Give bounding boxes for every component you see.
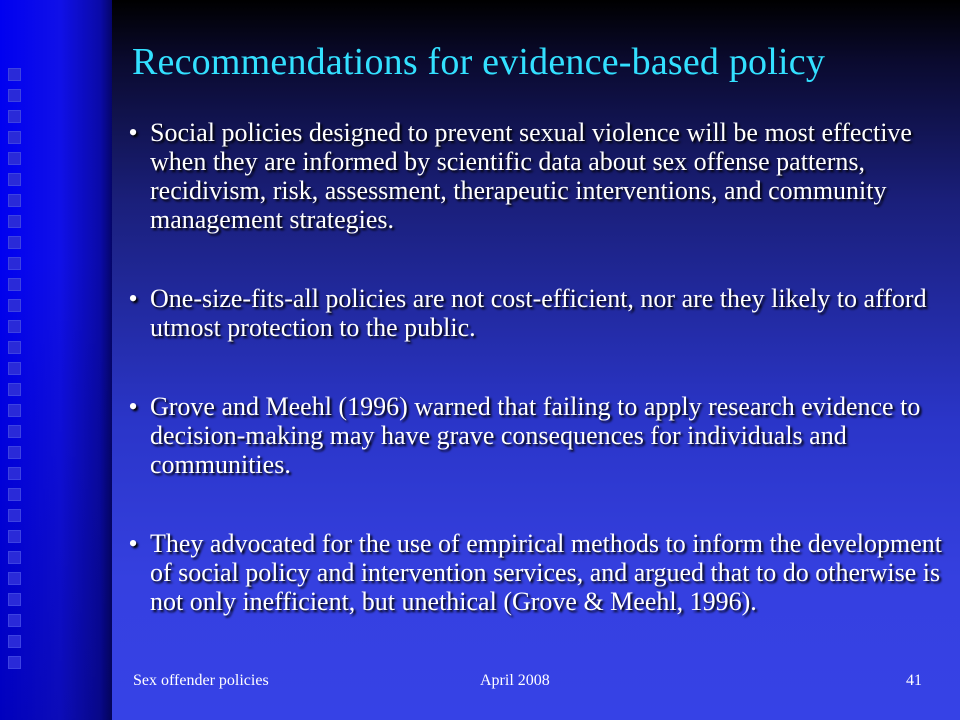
bullet-text: Grove and Meehl (1996) warned that failing to apply research evidence to decision-making may have grave consequences for individuals and communities. — [150, 392, 921, 479]
decorative-squares — [8, 68, 24, 677]
decorative-square — [8, 341, 21, 354]
decorative-square — [8, 551, 21, 564]
bullet-item — [118, 529, 954, 616]
bullet-item — [118, 392, 954, 479]
decorative-square — [8, 68, 21, 81]
bullet-marker: • — [128, 529, 138, 558]
decorative-square — [8, 446, 21, 459]
decorative-square — [8, 488, 21, 501]
decorative-square — [8, 383, 21, 396]
decorative-square — [8, 215, 21, 228]
decorative-square — [8, 110, 21, 123]
footer-date: April 2008 — [480, 672, 550, 689]
decorative-square — [8, 656, 21, 669]
bullet-item — [118, 284, 954, 342]
decorative-square — [8, 299, 21, 312]
bullet-text: They advocated for the use of empirical methods to inform the development of social policy and intervention services, and argued that to do otherwise is not only inefficient, but unethical (Grove & Meehl, 1996). — [150, 529, 943, 616]
decorative-square — [8, 194, 21, 207]
decorative-square — [8, 278, 21, 291]
decorative-square — [8, 614, 21, 627]
bullet-item — [118, 118, 954, 234]
decorative-square — [8, 173, 21, 186]
decorative-square — [8, 509, 21, 522]
decorative-square — [8, 131, 21, 144]
decorative-square — [8, 404, 21, 417]
decorative-square — [8, 572, 21, 585]
bullet-marker: • — [128, 392, 138, 421]
bullet-marker: • — [128, 284, 138, 313]
slide-title: Recommendations for evidence-based policy — [132, 41, 826, 83]
bullet-list — [118, 118, 954, 616]
decorative-square — [8, 152, 21, 165]
decorative-square — [8, 593, 21, 606]
bullet-text: Social policies designed to prevent sexual violence will be most effective when they are informed by scientific data about sex offense patterns, recidivism, risk, assessment, therapeutic interventions, and community management strategies. — [150, 118, 912, 234]
footer-presentation-title: Sex offender policies — [133, 672, 269, 689]
decorative-square — [8, 425, 21, 438]
decorative-square — [8, 89, 21, 102]
decorative-square — [8, 467, 21, 480]
decorative-square — [8, 257, 21, 270]
footer-page-number: 41 — [906, 672, 922, 689]
bullet-text: One-size-fits-all policies are not cost-efficient, nor are they likely to afford utmost protection to the public. — [150, 284, 927, 342]
decorative-square — [8, 320, 21, 333]
bullet-marker: • — [128, 118, 138, 147]
decorative-square — [8, 362, 21, 375]
decorative-square — [8, 236, 21, 249]
decorative-square — [8, 530, 21, 543]
decorative-square — [8, 635, 21, 648]
